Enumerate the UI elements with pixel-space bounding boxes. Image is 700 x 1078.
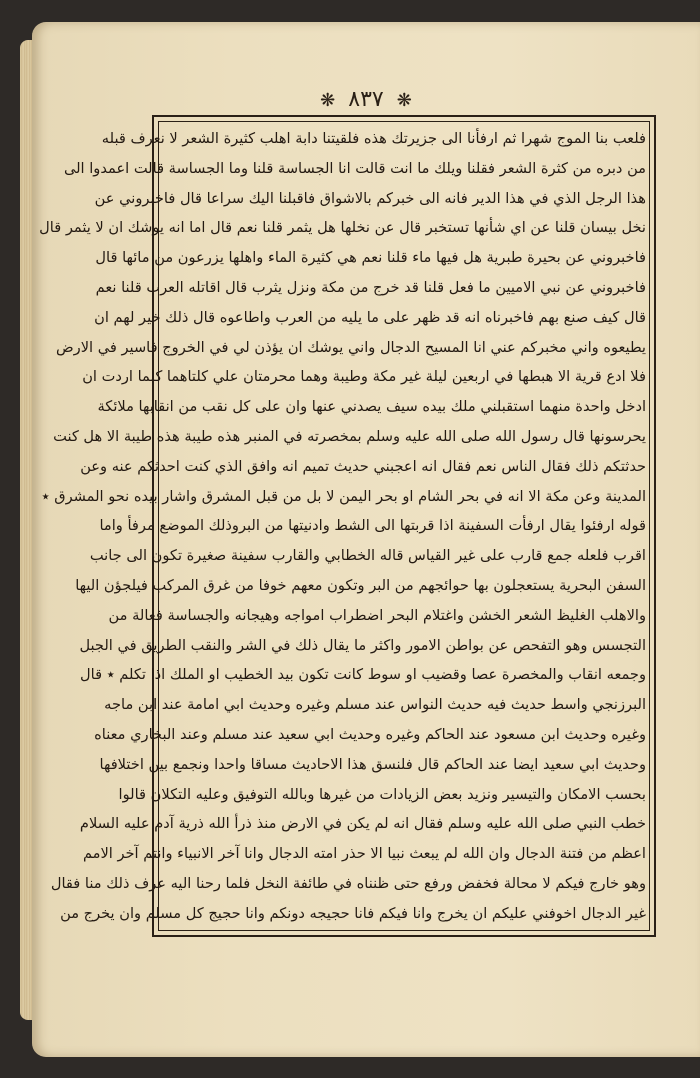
text-line: بحسب الامكان والتيسير ونزيد بعض الزيادات من غيرها وبالله التوفيق وعليه التكلان قالوا: [118, 785, 646, 803]
text-line: من دبره من كثرة الشعر فقلنا ويلك ما انت قالت انا الجساسة قلنا وما الجساسة قالت اعمدوا الى: [63, 159, 646, 177]
text-frame: [39, 115, 656, 937]
text-line: فلا ادع قرية الا هبطها في اربعين ليلة غير مكة وطيبة وهما محرمتان علي كلتاهما كلما اردت ان: [82, 368, 646, 386]
text-line: يحرسونها قال رسول الله صلى الله عليه وسلم بمخصرته في المنبر هذه طيبة هذه طيبة الا هل كنت: [53, 427, 646, 445]
text-line: نخل بيسان قلنا عن اي شأنها تستخبر قال عن نخلها هل يثمر قلنا نعم قال اما انه يوشك ان لا يثمر قال: [39, 219, 646, 237]
text-line: وحديث ابي سعيد ايضا عند الحاكم قال فلنسق هذا الاحاديث مساقا واحدا ونجمع بين اختلافها: [99, 755, 646, 773]
text-line: اعظم من فتنة الدجال وان الله لم يبعث نبيا الا حذر امته الدجال وانا آخر الانبياء وانتم آخر الامم: [82, 845, 646, 863]
text-line: وهو خارج فيكم لا محالة فخفض ورفع حتى ظنناه في طائفة النخل فلما رحنا اليه عرف ذلك منا فقال: [50, 874, 646, 892]
text-line: خطب النبي صلى الله عليه وسلم فقال انه لم يكن في الارض منذ ذرأ الله ذرية آدم عليه السلام: [79, 815, 646, 833]
text-line: قوله ارفئوا يقال ارفأت السفينة اذا قربتها الى الشط وادنيتها من البروذلك الموضع مرفأ واما: [99, 517, 646, 535]
text-line: يطيعوه واني مخبركم عني انا المسيح الدجال واني يوشك ان يؤذن لي في الخروج فاسير في الارض: [56, 338, 646, 356]
page-number: ٨٣٧: [348, 87, 384, 112]
text-line: والاهلب الغليظ الشعر الخشن واغتلام البحر اضطراب امواجه وهيجانه والجساسة فعالة من: [108, 606, 646, 624]
text-block: [39, 125, 646, 927]
page-number-header: [32, 87, 700, 112]
ornament-icon-left: ❋: [320, 90, 336, 111]
book-page: [32, 22, 700, 1057]
text-line: السفن البحرية يستعجلون بها حوائجهم من البر وتكون معهم خوفا من غرق المركب فيلجؤن اليها: [75, 576, 646, 594]
text-line: المدينة وعن مكة الا انه في بحر الشام او بحر اليمن لا بل من قبل المشرق واشار بيده نحو المشرق ٭: [41, 487, 646, 505]
text-line: غير الدجال اخوفني عليكم ان يخرج وانا فيكم فانا حجيجه دونكم وانا حجيج كل مسلم وان يخرج من: [60, 904, 646, 922]
text-line: البرزنجي واسط حديث فيه حديث النواس عند مسلم وغيره وحديث ابي امامة عند ابن ماجه: [104, 696, 646, 714]
text-line: فاخبروني عن بحيرة طبرية هل فيها ماء قلنا نعم هي كثيرة الماء واهلها يزرعون من مائها قال: [95, 249, 646, 267]
text-line: فلعب بنا الموج شهرا ثم ارفأنا الى جزيرتك هذه فلقيتنا دابة اهلب كثيرة الشعر لا نعرف قبله: [101, 130, 646, 147]
ornament-icon-right: ❋: [396, 90, 412, 111]
text-line: اقرب فلعله جمع قارب على غير القياس قاله الخطابي والقارب سفينة صغيرة تكون الى جانب: [89, 547, 646, 565]
text-line: حدثتكم ذلك فقال الناس نعم فقال انه اعجبني حديث تميم انه وافق الذي كنت احدثكم عنه وعن: [80, 457, 646, 475]
text-line: وغيره وحديث ابن مسعود عند الحاكم وغيره وحديث ابي سعيد عند مسلم وعند البخاري معناه: [94, 725, 646, 743]
text-line: فاخبروني عن نبي الاميين ما فعل قلنا قد خرج من مكة ونزل يثرب قال اقاتله العرب قلنا نعم: [95, 278, 646, 296]
text-line: قال كيف صنع بهم فاخبرناه انه قد ظهر على ما يليه من العرب واطاعوه قال ذلك خير لهم ان: [94, 308, 646, 326]
text-line: التجسس وهو التفحص عن بواطن الامور واكثر ما يقال ذلك في الشر والنقب الطريق في الجبل: [79, 636, 646, 654]
text-line: ادخل واحدة منهما استقبلني ملك بيده سيف يصدني عنها وان على كل نقب من انقابها ملائكة: [97, 398, 646, 416]
text-line: هذا الرجل الذي في هذا الدير فانه الى خبركم بالاشواق فاقبلنا اليك سراعا قال فاخبروني عن: [94, 189, 646, 207]
text-line: وجمعه انقاب والمخصرة عصا وقضيب او سوط كانت تكون بيد الخطيب او الملك اذا تكلم ٭ قال: [80, 666, 646, 684]
